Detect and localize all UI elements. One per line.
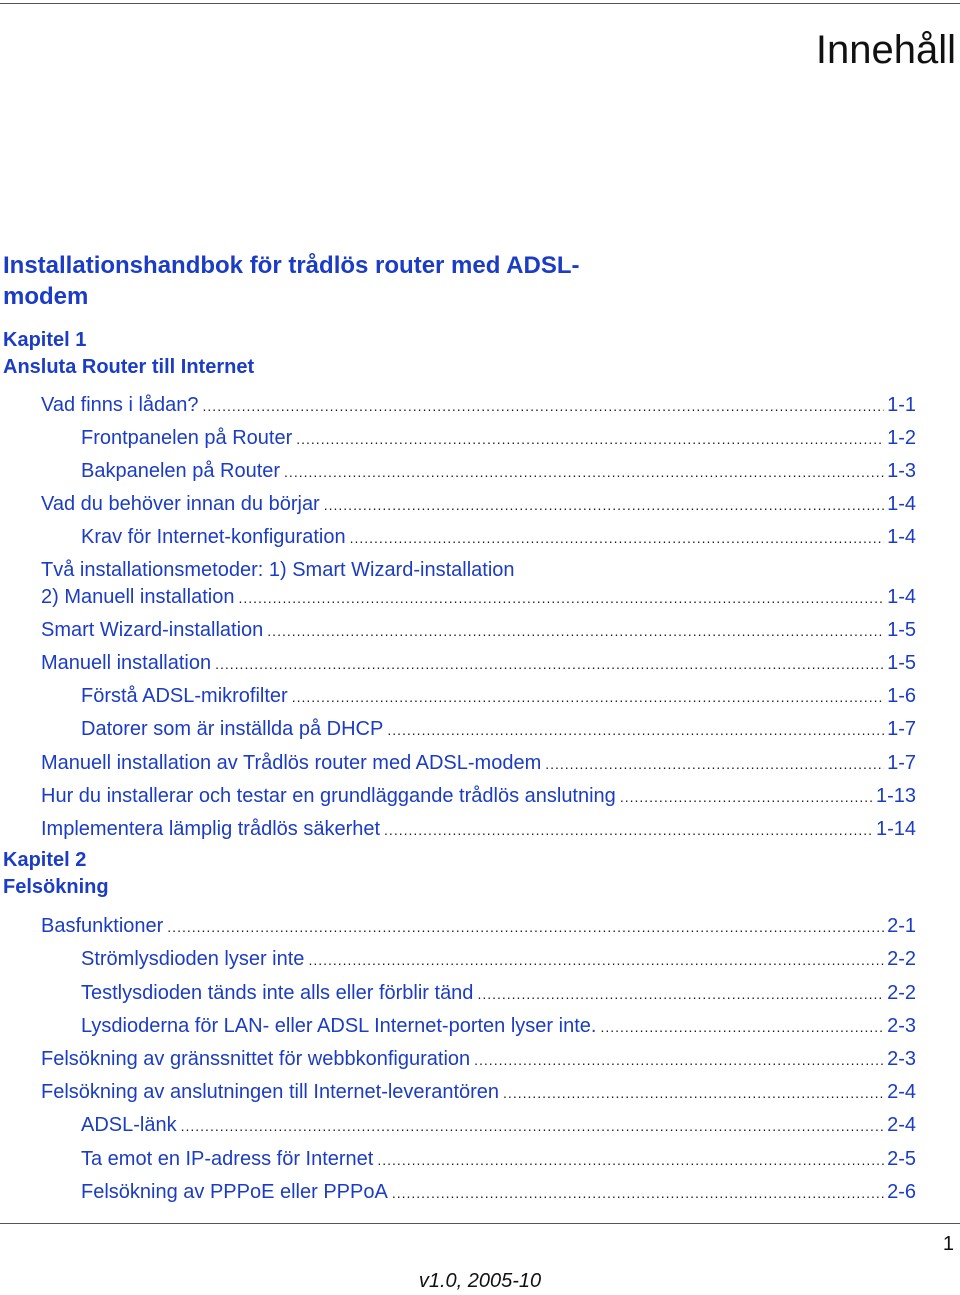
dot-leader: [545, 752, 884, 776]
toc-entry-page: 1-4: [887, 493, 916, 515]
dot-leader: [474, 1048, 884, 1072]
toc-entry-label: Lysdioderna för LAN- eller ADSL Internet-porten lyser inte.: [81, 1015, 597, 1037]
toc-entry-label: Smart Wizard-installation: [41, 619, 264, 641]
dot-leader: [350, 526, 885, 550]
dot-leader: [620, 785, 873, 809]
dot-leader: [292, 685, 884, 709]
toc-entry-lysdioderna-lan-adsl[interactable]: [81, 1014, 916, 1038]
dot-leader: [392, 1181, 884, 1205]
version-label: v1.0, 2005-10: [418, 1270, 542, 1292]
toc-entry-label: Krav för Internet-konfiguration: [81, 526, 346, 548]
toc-entry-bakpanelen[interactable]: [81, 459, 916, 483]
toc-entry-krav-internet[interactable]: [81, 525, 916, 549]
toc-entry-label: Vad finns i lådan?: [41, 394, 199, 416]
toc-entry-label: Implementera lämplig trådlös säkerhet: [41, 818, 381, 840]
toc-entry-basfunktioner[interactable]: [41, 914, 916, 938]
dot-leader: [477, 982, 884, 1006]
toc-entry-page: 1-6: [887, 685, 916, 707]
page-number: 1: [942, 1233, 954, 1255]
toc-entry-page: 2-4: [887, 1114, 916, 1136]
toc-entry-page: 1-7: [887, 718, 916, 740]
top-rule: [0, 3, 960, 4]
dot-leader: [503, 1081, 884, 1105]
toc-entry-label: ADSL-länk: [81, 1114, 177, 1136]
toc-entry-label: Hur du installerar och testar en grundläggande trådlös anslutning: [41, 785, 616, 807]
toc-entry-page: 2-4: [887, 1081, 916, 1103]
toc-entry-page: 1-2: [887, 427, 916, 449]
toc-entry-label: 2) Manuell installation: [41, 586, 235, 608]
toc-entry-felsokning-webbkonfiguration[interactable]: [41, 1047, 916, 1071]
toc-entry-label: Basfunktioner: [41, 915, 164, 937]
dot-leader: [267, 619, 884, 643]
toc-entry-label: Frontpanelen på Router: [81, 427, 293, 449]
chapter-2-number: Kapitel 2: [3, 849, 87, 871]
toc-entry-page: 1-7: [887, 752, 916, 774]
toc-entry-label: Manuell installation av Trådlös router med ADSL-modem: [41, 752, 542, 774]
chapter-2-title: Felsökning: [3, 876, 109, 898]
toc-entry-page: 2-1: [887, 915, 916, 937]
toc-entry-page: 1-4: [887, 526, 916, 548]
toc-entry-page: 1-13: [875, 785, 916, 807]
toc-entry-installera-testa[interactable]: [41, 784, 916, 808]
toc-entry-page: 1-14: [875, 818, 916, 840]
toc-entry-page: 2-5: [887, 1148, 916, 1170]
toc-entry-adsl-lank[interactable]: [81, 1113, 916, 1137]
toc-entry-label: Bakpanelen på Router: [81, 460, 281, 482]
toc-entry-testlysdioden[interactable]: [81, 981, 916, 1005]
toc-entry-label: Felsökning av gränssnittet för webbkonfiguration: [41, 1048, 471, 1070]
dot-leader: [387, 718, 884, 742]
toc-entry-page: 2-3: [887, 1015, 916, 1037]
toc-entry-page: 1-3: [887, 460, 916, 482]
toc-entry-page: 1-1: [887, 394, 916, 416]
chapter-1-title: Ansluta Router till Internet: [3, 356, 255, 378]
toc-entry-label: Felsökning av anslutningen till Internet-leverantören: [41, 1081, 500, 1103]
toc-entry-page: 1-4: [887, 586, 916, 608]
dot-leader: [238, 586, 884, 610]
toc-entry-installationsmetoder-line1[interactable]: Två installationsmetoder: 1) Smart Wizard-installation: [41, 559, 515, 581]
dot-leader: [181, 1114, 884, 1138]
toc-entry-felsokning-internet-leverantor[interactable]: [41, 1080, 916, 1104]
dot-leader: [203, 394, 885, 418]
toc-entry-page: 1-5: [887, 619, 916, 641]
dot-leader: [377, 1148, 884, 1172]
dot-leader: [600, 1015, 884, 1039]
toc-entry-label: Felsökning av PPPoE eller PPPoA: [81, 1181, 388, 1203]
dot-leader: [296, 427, 884, 451]
toc-entry-stromlysdioden[interactable]: [81, 947, 916, 971]
footer-rule: [0, 1223, 960, 1224]
toc-entry-label: Strömlysdioden lyser inte: [81, 948, 305, 970]
toc-entry-label: Förstå ADSL-mikrofilter: [81, 685, 288, 707]
toc-entry-installationsmetoder[interactable]: [41, 585, 916, 609]
toc-entry-ip-adress[interactable]: [81, 1147, 916, 1171]
toc-entry-label: Vad du behöver innan du börjar: [41, 493, 320, 515]
toc-entry-adsl-mikrofilter[interactable]: [81, 684, 916, 708]
toc-entry-page: 2-3: [887, 1048, 916, 1070]
toc-entry-frontpanelen[interactable]: [81, 426, 916, 450]
chapter-1-number: Kapitel 1: [3, 329, 87, 351]
toc-entry-page: 2-2: [887, 982, 916, 1004]
toc-entry-page: 2-6: [887, 1181, 916, 1203]
toc-entry-tradlos-sakerhet[interactable]: [41, 817, 916, 841]
toc-entry-label: Ta emot en IP-adress för Internet: [81, 1148, 374, 1170]
toc-entry-label: Testlysdioden tänds inte alls eller förblir tänd: [81, 982, 474, 1004]
toc-entry-manuell-installation[interactable]: [41, 651, 916, 675]
toc-entry-vad-du-behover[interactable]: [41, 492, 916, 516]
dot-leader: [384, 818, 873, 842]
toc-entry-datorer-dhcp[interactable]: [81, 717, 916, 741]
chapter-2-heading[interactable]: [3, 847, 109, 901]
dot-leader: [284, 460, 884, 484]
toc-entry-vad-finns-i-ladan[interactable]: [41, 393, 916, 417]
page-title: Innehåll: [815, 28, 956, 72]
toc-entry-manuell-tradlos-router[interactable]: [41, 751, 916, 775]
toc-entry-pppoe-pppoa[interactable]: [81, 1180, 916, 1204]
dot-leader: [324, 493, 884, 517]
dot-leader: [167, 915, 884, 939]
toc-entry-smart-wizard[interactable]: [41, 618, 916, 642]
dot-leader: [308, 948, 884, 972]
toc-entry-page: 2-2: [887, 948, 916, 970]
chapter-1-heading[interactable]: [3, 327, 254, 381]
toc-entry-page: 1-5: [887, 652, 916, 674]
toc-entry-label: Manuell installation: [41, 652, 212, 674]
book-title-link[interactable]: Installationshandbok för trådlös router med ADSL-modem: [3, 252, 580, 310]
toc-entry-label: Datorer som är inställda på DHCP: [81, 718, 384, 740]
dot-leader: [215, 652, 884, 676]
